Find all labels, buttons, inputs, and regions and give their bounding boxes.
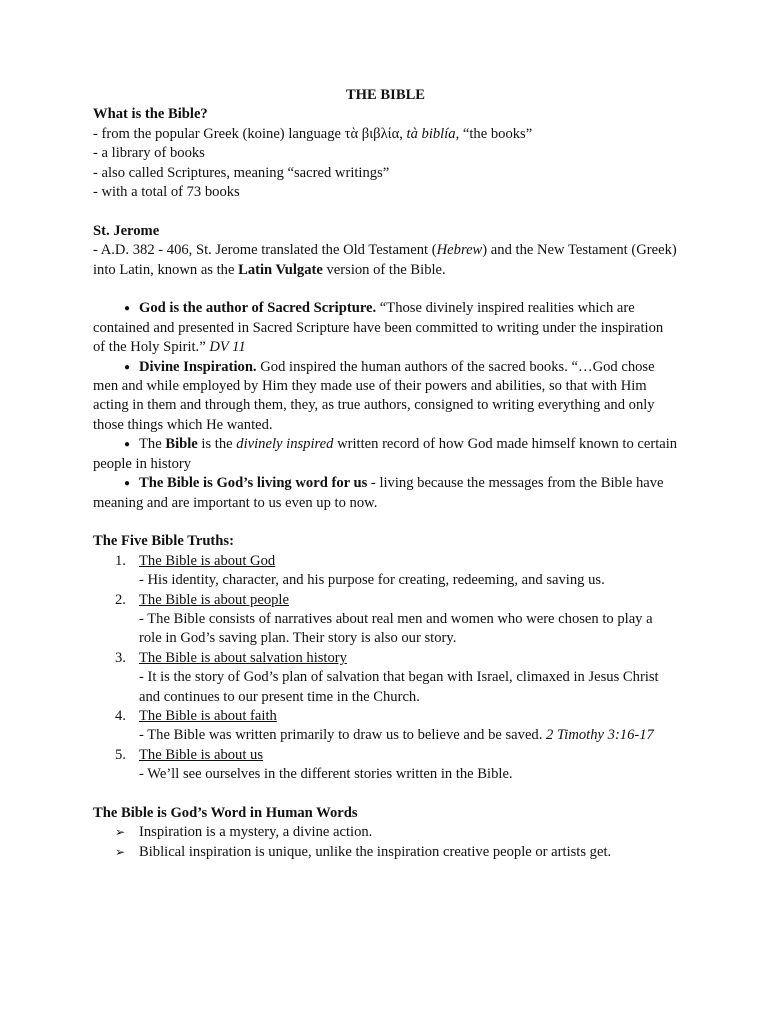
bullet-inspiration-text: God inspired the human authors of the sacred books. “…God chose men and while employed by Him they made use of their powers and abilities, so that with Him acting in them and through them, they, as true authors, consigned to writing everything and only those things which He wanted. (93, 358, 655, 433)
bullet-inspiration-bold: Divine Inspiration. (139, 358, 257, 375)
truth-desc-text: - The Bible was written primarily to draw us to believe and be saved. (139, 727, 547, 744)
truth-desc (139, 726, 678, 745)
latin-vulgate: Latin Vulgate (238, 261, 323, 278)
bullet-section (93, 299, 678, 512)
spacer (93, 202, 678, 221)
arrow-bullet-icon: ➢ (115, 844, 126, 859)
bullet-record-b: is the (197, 436, 237, 453)
bullet-record-a: The (139, 436, 166, 453)
truth-desc (139, 668, 678, 707)
scriptures-line: - also called Scriptures, meaning “sacred writings” (93, 164, 390, 181)
jerome-paragraph (93, 241, 678, 280)
truth-title: The Bible is about salvation history (139, 649, 347, 666)
truth-desc-text: - His identity, character, and his purpose for creating, redeeming, and saving us. (139, 572, 605, 589)
truth-title: The Bible is about us (139, 746, 264, 763)
jerome-hebrew: Hebrew (436, 242, 483, 259)
bullet-record-italic: divinely inspired (236, 436, 334, 453)
gods-word-heading: The Bible is God’s Word in Human Words (93, 804, 358, 821)
truth-desc (139, 571, 678, 590)
list-item (93, 649, 678, 707)
spacer (93, 280, 678, 299)
jerome-text-b: ) and the New Testament (Greek) into Latin, known as the (93, 242, 677, 278)
list-item (93, 552, 678, 591)
bullet-record (93, 435, 678, 474)
truth-desc (139, 765, 678, 784)
truth-desc-text: - We’ll see ourselves in the different stories written in the Bible. (139, 766, 513, 783)
list-number: 1. (115, 552, 126, 569)
st-jerome-section (93, 222, 678, 280)
list-item (93, 823, 678, 842)
list-item (93, 746, 678, 785)
arrow-bullet-icon: ➢ (115, 825, 126, 840)
list-item-text: Inspiration is a mystery, a divine action. (139, 824, 373, 841)
gods-word-list (93, 823, 678, 862)
bullet-icon: ● (124, 361, 131, 373)
list-number: 4. (115, 707, 126, 724)
truth-title: The Bible is about people (139, 591, 289, 608)
document-title: THE BIBLE (345, 87, 426, 103)
bullet-author-bold: God is the author of Sacred Scripture. (139, 300, 377, 317)
bullet-living-text: - living because the messages from the Bible have meaning and are important to us even up to now. (93, 475, 664, 511)
spacer (93, 785, 678, 804)
what-is-bible-heading: What is the Bible? (93, 106, 208, 123)
list-item-text: Biblical inspiration is unique, unlike the inspiration creative people or artists get. (139, 843, 612, 860)
truth-title: The Bible is about God (139, 552, 276, 569)
book-count-line: - with a total of 73 books (93, 184, 240, 201)
gods-word-section (93, 804, 678, 862)
bullet-living-bold: The Bible is God’s living word for us (139, 475, 368, 492)
spacer (93, 513, 678, 532)
list-item (93, 843, 678, 862)
bullet-author-ref: DV 11 (209, 339, 246, 356)
list-number: 3. (115, 649, 126, 666)
list-item (93, 591, 678, 649)
truth-desc-text: - It is the story of God’s plan of salvation that began with Israel, climaxed in Jesus Christ and continues to our present time in the Church. (139, 669, 659, 705)
greek-origin-text: - from the popular Greek (koine) language τὰ βιβλία, (93, 125, 407, 142)
bullet-living-word (93, 474, 678, 513)
greek-origin-line (93, 125, 678, 144)
library-line: - a library of books (93, 145, 205, 162)
truths-list (93, 552, 678, 785)
list-number: 5. (115, 746, 126, 763)
list-item (93, 707, 678, 746)
bullet-record-c: written record of how God made himself known to certain people in history (93, 436, 678, 472)
greek-meaning: , “the books” (455, 125, 533, 142)
bullet-icon: ● (124, 303, 131, 315)
transliteration: tà biblía (406, 125, 456, 142)
jerome-text-a: - A.D. 382 - 406, St. Jerome translated the Old Testament ( (93, 242, 437, 259)
jerome-text-c: version of the Bible. (322, 261, 446, 278)
bullet-record-bold: Bible (165, 436, 198, 453)
list-number: 2. (115, 591, 126, 608)
truth-desc (139, 610, 678, 649)
truth-desc-text: - The Bible consists of narratives about real men and women who were chosen to play a role in God’s saving plan. Their story is also our story. (139, 610, 653, 647)
bullet-icon: ● (124, 478, 131, 490)
five-truths-section (93, 532, 678, 784)
what-is-bible-section (93, 105, 678, 202)
bullet-icon: ● (124, 439, 131, 451)
st-jerome-heading: St. Jerome (93, 222, 160, 239)
bullet-author-text: “Those divinely inspired realities which are contained and presented in Sacred Scripture have been committed to writing under the inspiration of the Holy Spirit.” (93, 300, 664, 356)
bullet-author (93, 299, 678, 357)
truth-title: The Bible is about faith (139, 707, 277, 724)
five-truths-heading: The Five Bible Truths: (93, 533, 234, 550)
truth-scripture-ref: 2 Timothy 3:16-17 (546, 727, 654, 744)
bullet-inspiration (93, 358, 678, 436)
